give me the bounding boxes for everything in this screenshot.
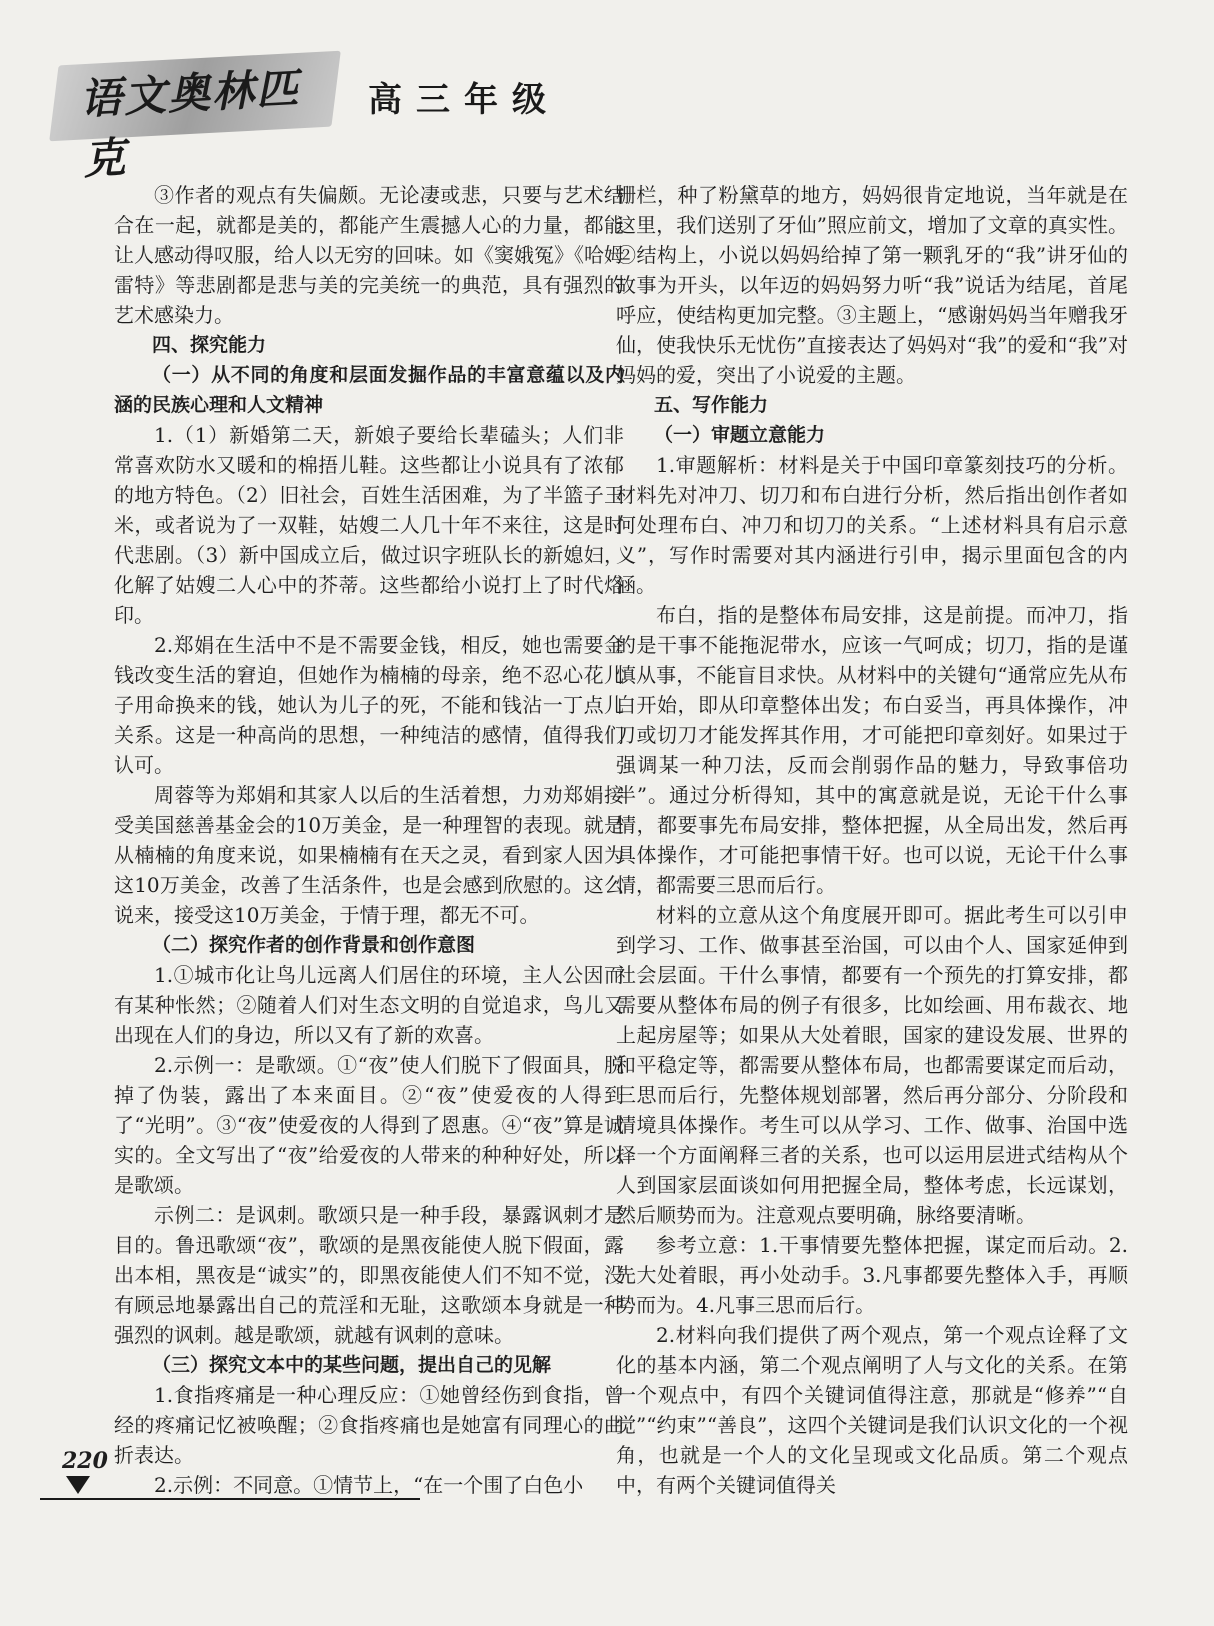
paragraph: 2.示例：不同意。①情节上，“在一个围了白色小: [154, 1473, 584, 1497]
down-arrow-icon: [66, 1476, 90, 1494]
brand-title: 语文奥林匹克: [78, 63, 302, 184]
section-heading: 四、探究能力: [152, 334, 267, 356]
page-footer: [0, 1440, 1214, 1626]
paragraph: 2.郑娟在生活中不是不需要金钱，相反，她也需要金钱改变生活的窘迫，但她作为楠楠的母亲，绝不忍心花儿子用命换来的钱，她认为儿子的死，不能和钱沾一丁点儿关系。这是一种高尚的思想，一种纯洁的感情，值得我们认可。: [114, 633, 624, 777]
paragraph: 2.示例一：是歌颂。①“夜”使人们脱下了假面具，脱掉了伪装，露出了本来面目。②“夜”使爱夜的人得到了“光明”。③“夜”使爱夜的人得到了恩惠。④“夜”算是诚实的。全文写出了“夜”给爱夜的人带来的种种好处，所以是歌颂。: [114, 1053, 624, 1197]
subsection-heading: （三）探究文本中的某些问题，提出自己的见解: [152, 1354, 552, 1376]
paragraph: 1.（1）新婚第二天，新娘子要给长辈磕头；人们非常喜欢防水又暖和的棉捂儿鞋。这些都让小说具有了浓郁的地方特色。（2）旧社会，百姓生活困难，为了半篮子玉米，或者说为了一双鞋，姑嫂二人几十年不来往，这是时代悲剧。（3）新中国成立后，做过识字班队长的新媳妇，化解了姑嫂二人心中的芥蒂。这些都给小说打上了时代烙印。: [114, 423, 624, 627]
paragraph: 材料的立意从这个角度展开即可。据此考生可以引申到学习、工作、做事甚至治国，可以由个人、国家延伸到社会层面。干什么事情，都要有一个预先的打算安排，都需要从整体布局的例子有很多，比如绘画、用布裁衣、地上起房屋等；如果从大处着眼，国家的建设发展、世界的和平稳定等，都需要从整体布局，也都需要谋定而后动，三思而后行，先整体规划部署，然后再分部分、分阶段和情境具体操作。考生可以从学习、工作、做事、治国中选择一个方面阐释三者的关系，也可以运用层进式结构从个人到国家层面谈如何用把握全局，整体考虑，长远谋划，然后顺势而为。注意观点要明确，脉络要清晰。: [616, 903, 1128, 1227]
paragraph: 1.审题解析：材料是关于中国印章篆刻技巧的分析。材料先对冲刀、切刀和布白进行分析，然后指出创作者如何处理布白、冲刀和切刀的关系。“上述材料具有启示意义”，写作时需要对其内涵进行引申，揭示里面包含的内涵。: [616, 453, 1128, 597]
paragraph: 2.材料向我们提供了两个观点，第一个观点诠释了文化的基本内涵，第二个观点阐明了人与文化的关系。在第一个观点中，有四个关键词值得注意，那就是“修养”“自觉”“约束”“善良”，这四个关键词是我们认识文化的一个视角，也就是一个人的文化呈现或文化品质。第二个观点中，有两个关键词值得关: [616, 1323, 1128, 1497]
paragraph: 参考立意：1.干事情要先整体把握，谋定而后动。2.先大处着眼，再小处动手。3.凡事都要先整体入手，再顺势而为。4.凡事三思而后行。: [616, 1233, 1128, 1317]
paragraph: 示例二：是讽刺。歌颂只是一种手段，暴露讽刺才是目的。鲁迅歌颂“夜”，歌颂的是黑夜能使人脱下假面，露出本相，黑夜是“诚实”的，即黑夜能使人们不知不觉，没有顾忌地暴露出自己的荒淫和无耻，这歌颂本身就是一种强烈的讽刺。越是歌颂，就越有讽刺的意味。: [114, 1203, 624, 1347]
page-header: [0, 0, 1214, 184]
subsection-heading: （一）审题立意能力: [654, 424, 826, 446]
right-column: [616, 180, 1128, 1497]
paragraph: 1.食指疼痛是一种心理反应：①她曾经伤到食指，曾经的疼痛记忆被唤醒；②食指疼痛也是她富有同理心的曲折表达。: [114, 1383, 624, 1467]
paragraph: 布白，指的是整体布局安排，这是前提。而冲刀，指的是干事不能拖泥带水，应该一气呵成；切刀，指的是谨慎从事，不能盲目求快。从材料中的关键句“通常应先从布白开始，即从印章整体出发；布白妥当，再具体操作，冲刀或切刀才能发挥其作用，才可能把印章刻好。如果过于强调某一种刀法，反而会削弱作品的魅力，导致事倍功半”。通过分析得知，其中的寓意就是说，无论干什么事情，都要事先布局安排，整体把握，从全局出发，然后再具体操作，才可能把事情干好。也可以说，无论干什么事情，都需要三思而后行。: [616, 603, 1128, 897]
paragraph: 栅栏，种了粉黛草的地方，妈妈很肯定地说，当年就是在这里，我们送别了牙仙”照应前文，增加了文章的真实性。②结构上，小说以妈妈给掉了第一颗乳牙的“我”讲牙仙的故事为开头，以年迈的妈妈努力听“我”说话为结尾，首尾呼应，使结构更加完整。③主题上，“感谢妈妈当年赠我牙仙，使我快乐无忧伤”直接表达了妈妈对“我”的爱和“我”对妈妈的爱，突出了小说爱的主题。: [616, 183, 1128, 387]
left-column: [114, 180, 624, 1497]
paragraph: 周蓉等为郑娟和其家人以后的生活着想，力劝郑娟接受美国慈善基金会的10万美金，是一种理智的表现。就是从楠楠的角度来说，如果楠楠有在天之灵，看到家人因为这10万美金，改善了生活条件，也是会感到欣慰的。这么说来，接受这10万美金，于情于理，都无不可。: [114, 783, 624, 927]
section-heading: 五、写作能力: [654, 394, 769, 416]
page-number: 220: [62, 1448, 108, 1474]
footer-rule: [40, 1498, 420, 1500]
subsection-heading: （一）从不同的角度和层面发掘作品的丰富意蕴以及内涵的民族心理和人文精神: [114, 364, 624, 416]
paragraph: ③作者的观点有失偏颇。无论凄或悲，只要与艺术结合在一起，就都是美的，都能产生震撼人心的力量，都能让人感动得叹服，给人以无穷的回味。如《窦娥冤》《哈姆雷特》等悲剧都是悲与美的完美统一的典范，具有强烈的艺术感染力。: [114, 183, 624, 327]
grade-label: 高三年级: [368, 80, 560, 120]
subsection-heading: （二）探究作者的创作背景和创作意图: [152, 934, 476, 956]
paragraph: 1.①城市化让鸟儿远离人们居住的环境，主人公因而有某种怅然；②随着人们对生态文明的自觉追求，鸟儿又出现在人们的身边，所以又有了新的欢喜。: [114, 963, 624, 1047]
